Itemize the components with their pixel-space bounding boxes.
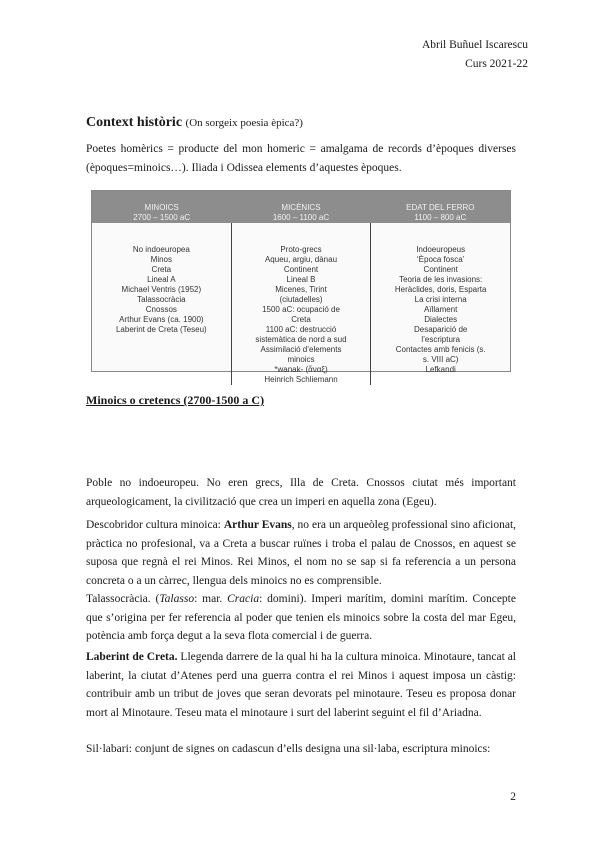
section-title-text: Context històric (86, 115, 183, 130)
table-cell-line: Lefkandi (425, 365, 456, 374)
table-cell-line: (ciutadelles) (279, 295, 323, 304)
table-cell-line: s. VIII aC) (422, 355, 459, 364)
table-cell-line: l’escriptura (421, 335, 461, 344)
table-cell-line: Proto-grecs (280, 245, 322, 254)
page-number: 2 (510, 791, 516, 803)
table-cell-line: *wanak- (ἄναξ) (274, 365, 328, 374)
table-cell-line: La crisi interna (414, 295, 467, 304)
intro-paragraph: Poetes homèrics = producte del mon homeric = amalgama de records d’èpoques diverses (èpoques=minoics…). Iliada i Odissea elements d’aquestes èpoques. (86, 143, 516, 174)
paragraph-sillabari: Sil·labari: conjunt de signes on cadascun d’ells designa una sil·laba, escriptura minoics: (86, 743, 491, 755)
table-header-minoics (92, 191, 231, 223)
table-cell-line: ‘Època fosca’ (416, 255, 465, 264)
table-cell-line: Lineal B (286, 275, 316, 284)
table-column-edat-ferro (371, 223, 510, 385)
subsection-title: Minoics o cretencs (2700-1500 a C) (86, 393, 265, 407)
table-cell-line: 1500 aC: ocupació de (262, 305, 340, 314)
table-cell-line: Heinrich Schliemann (264, 375, 338, 384)
header-dates: 2700 – 1500 aC (133, 213, 191, 222)
paragraph-laberint (86, 648, 516, 722)
paragraph-talassocracia (86, 590, 516, 646)
header-dates: 1100 – 800 aC (414, 213, 467, 222)
table-cell-line: Contactes amb fenicis (s. (395, 345, 486, 354)
table-cell-line: Continent (423, 265, 458, 274)
table-header-edat-ferro (371, 191, 510, 223)
laberint-title: Laberint de Creta. (86, 651, 178, 663)
table-header-micenics (231, 191, 370, 223)
evans-name: Arthur Evans (223, 519, 292, 531)
table-cell-line: Laberint de Creta (Teseu) (115, 325, 207, 334)
talasso-a: Talassocràcia. ( (86, 593, 160, 605)
table-cell-line: Indoeuropeus (416, 245, 466, 254)
evans-rest: , no era un arqueòleg professional sino aficionat, pràctica no profesional, va a Creta a buscar ruïnes i troba el palau de Cnossos, en aquest se suposa que regnà el rei Minos. Rei Minos, el nom no se sap si fa referencia a un persona concreta o a un càrrec, llengua dels minoics no es comprensible. (86, 519, 517, 587)
header-name: MINOICS (144, 203, 179, 212)
table-cell-line: Aïllament (424, 305, 458, 314)
table-cell-line: No indoeuropea (132, 245, 190, 254)
talasso-c: : domini). Imperi marítim, domini marítim. Concepte que s’origina per fer referencia al poder que tenien els minoics sobre la costa del mar Egeu, potència amb força degut a la seva flota comercial i de guerra. (86, 593, 516, 642)
table-body-row (92, 223, 510, 385)
header-name: MICÈNICS (281, 203, 321, 212)
talasso-term: Talasso (159, 593, 195, 605)
header-course: Curs 2021-22 (465, 58, 528, 70)
evans-lead: Descobridor cultura minoica: (86, 519, 224, 531)
table-cell-line: Michael Ventris (1952) (121, 285, 202, 294)
table-cell-line: Creta (151, 265, 172, 274)
table-cell-line: Arthur Evans (ca. 1900) (119, 315, 204, 324)
section-subtitle: (On sorgeix poesia èpica?) (185, 117, 303, 129)
paragraph-poble: Poble no indoeuropeu. No eren grecs, Illa de Creta. Cnossos ciutat més important arqueologicament, la civilització que crea un imperi en aquella zona (Egeu). (86, 477, 516, 508)
table-cell-line: Cnossos (145, 305, 177, 314)
table-column-micenics (232, 223, 372, 385)
header-dates: 1600 – 1100 aC (272, 213, 330, 222)
header-name: EDAT DEL FERRO (406, 203, 475, 212)
table-header-row (92, 191, 510, 223)
table-cell-line: 1100 aC: destrucció (265, 325, 337, 334)
table-column-minoics (92, 223, 232, 385)
table-cell-line: minoics (287, 355, 315, 364)
table-cell-line: Teoria de les invasions: (399, 275, 483, 284)
table-cell-line: sistemàtica de nord a sud (255, 335, 347, 344)
table-cell-line: Micenes, Tirint (275, 285, 327, 294)
laberint-rest: Llegenda darrere de la qual hi ha la cultura minoica. Minotaure, tancat al laberint, la ciutat d’Atenes perd una guerra contra el rei Minos i aquest imposa un càstig: contribuir amb un tribut de joves que seran devorats pel minotaure. Teseu es proposa donar mort al Minotaure. Teseu mata el minotaure i surt del laberint seguint el fil d’Ariadna. (86, 651, 516, 719)
table-cell-line: Assimilació d’elements (260, 345, 342, 354)
header-author: Abril Buñuel Iscarescu (421, 39, 528, 51)
table-cell-line: Continent (283, 265, 319, 274)
table-cell-line: Lineal A (147, 275, 176, 284)
table-cell-line: Desaparició de (413, 325, 468, 334)
table-cell-line: Aqueu, argiu, dànau (264, 255, 338, 264)
table-cell-line: Heràclides, doris, Esparta (394, 285, 487, 294)
talasso-b: : mar. (194, 593, 228, 605)
table-cell-line: Minos (150, 255, 172, 264)
table-cell-line: Dialectes (424, 315, 458, 324)
cracia-term: Cracia (227, 593, 260, 605)
table-cell-line: Creta (291, 315, 311, 324)
periods-table (91, 190, 511, 384)
paragraph-evans (86, 516, 516, 590)
table-cell-line: Talassocràcia (137, 295, 186, 304)
section-title (86, 115, 303, 131)
